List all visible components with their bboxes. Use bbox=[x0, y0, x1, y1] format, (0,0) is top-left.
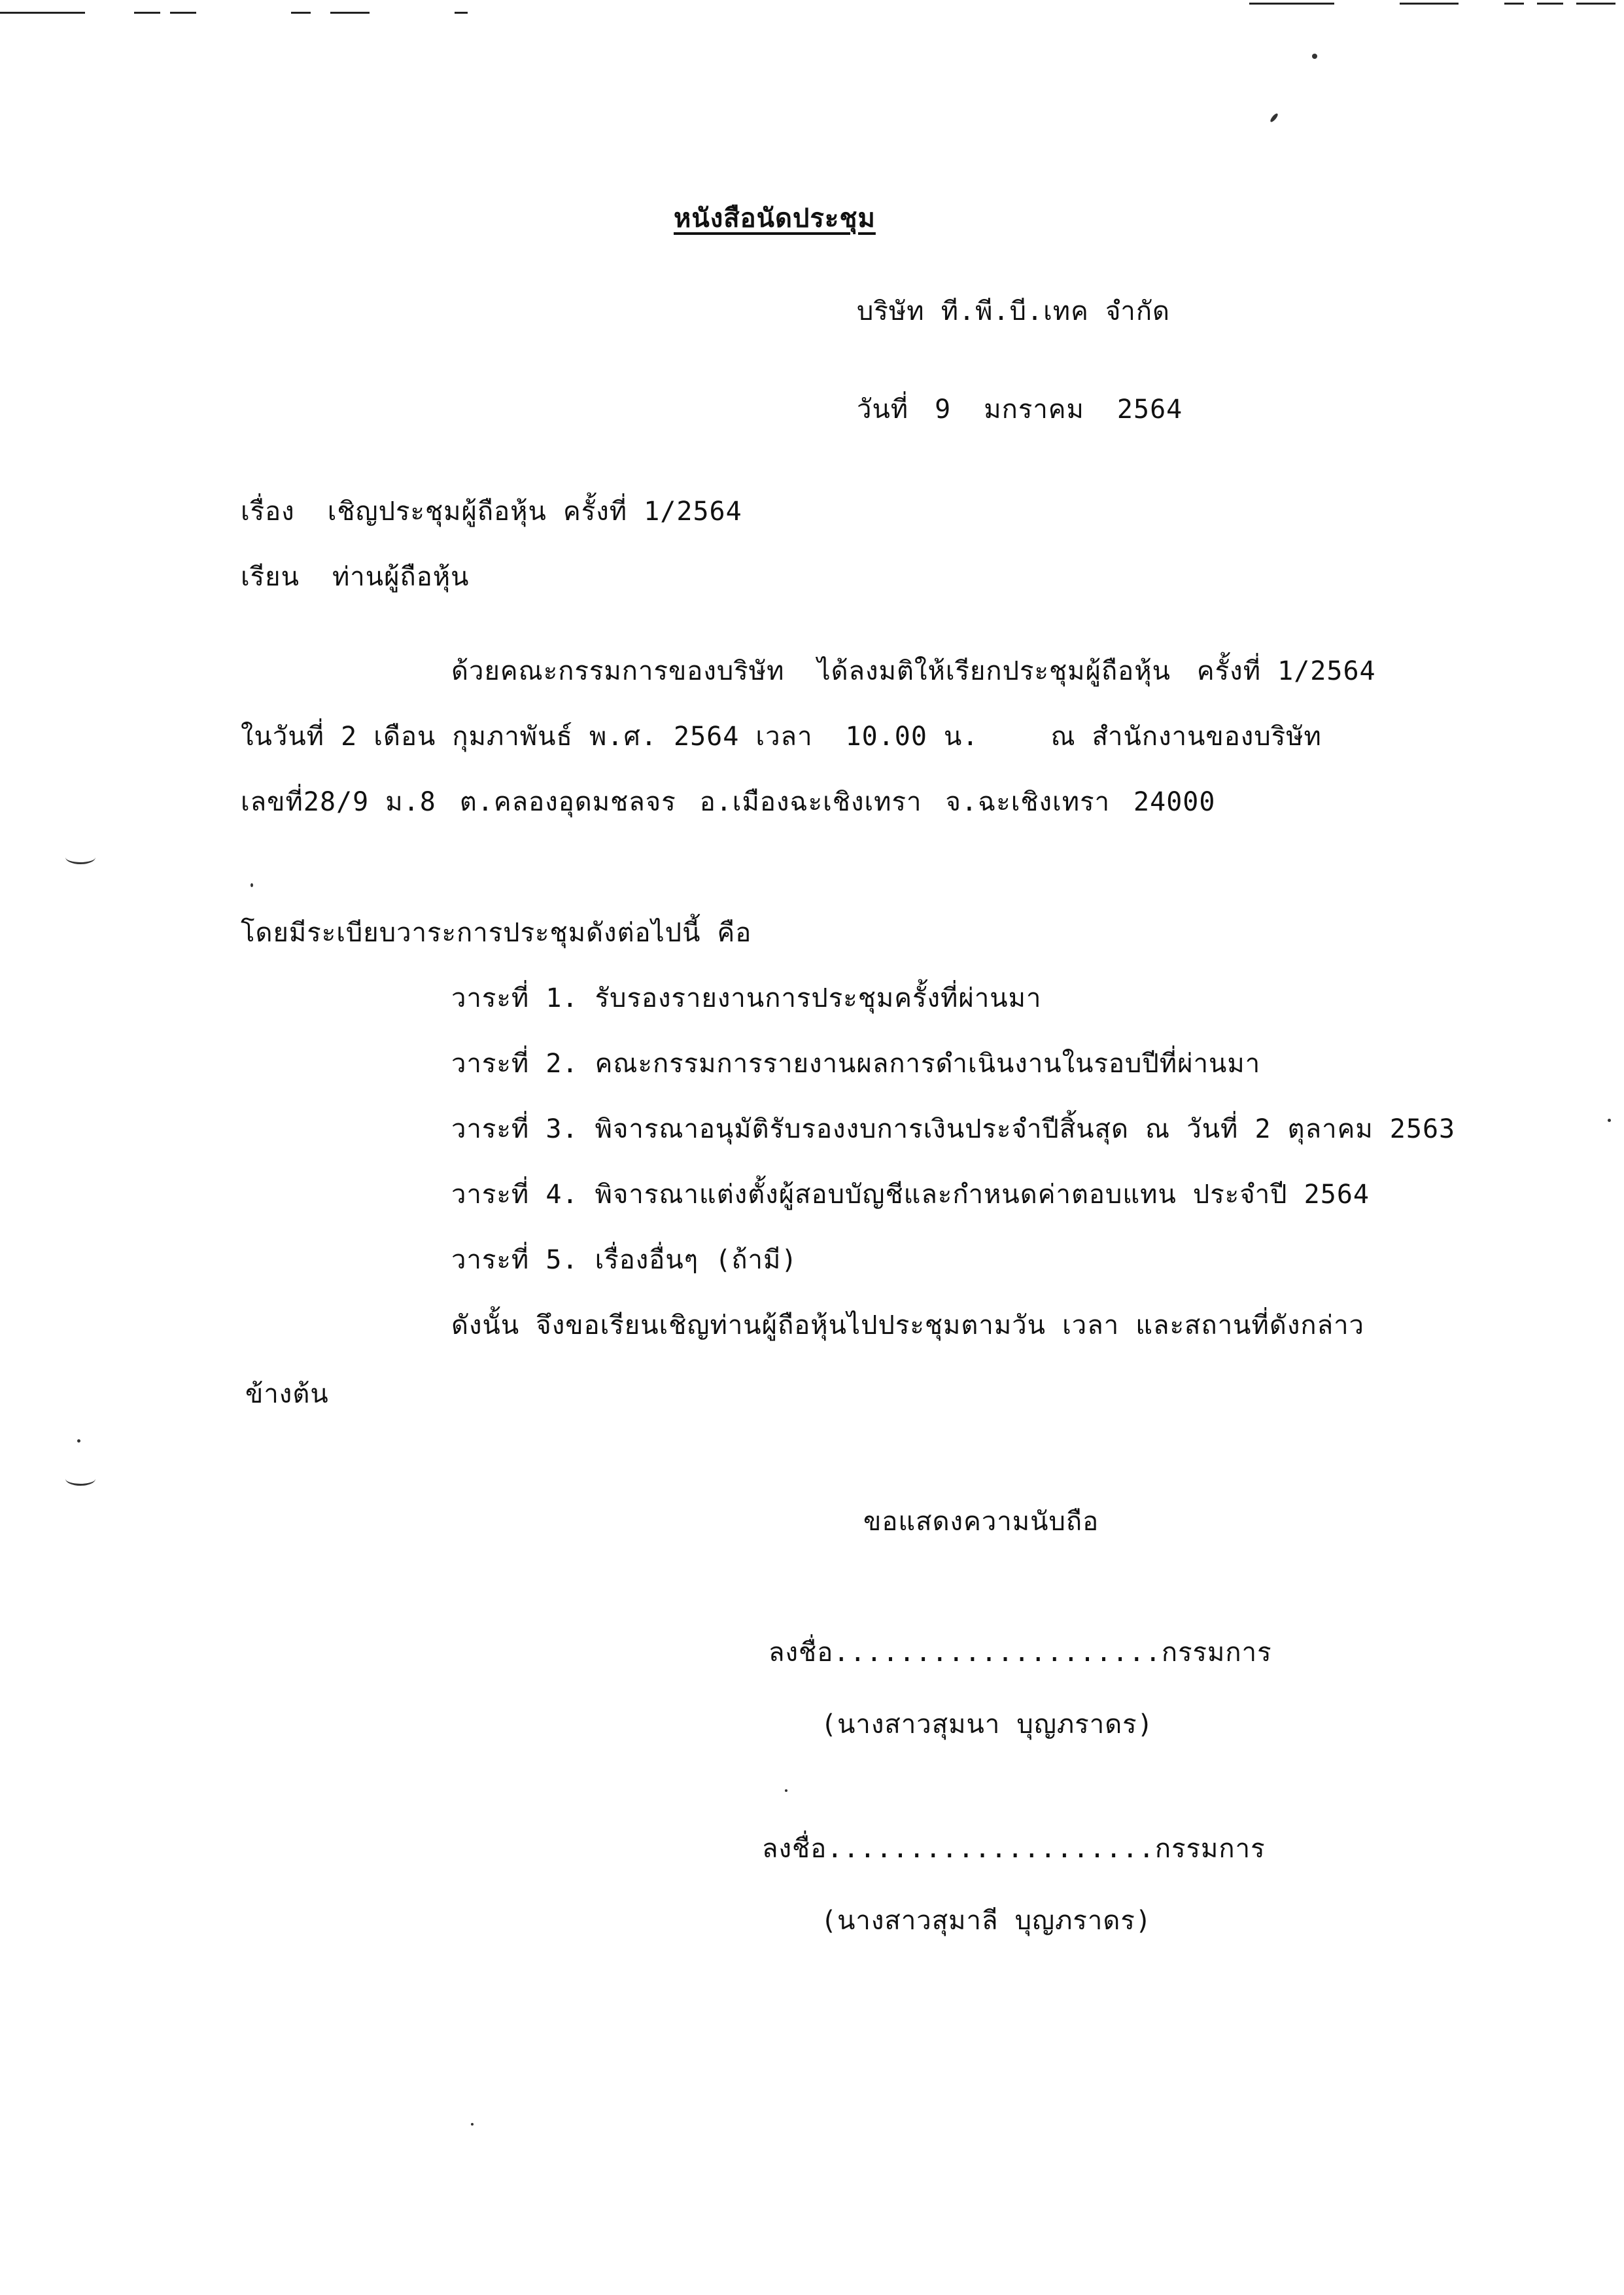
scan-artifact-dash bbox=[0, 12, 85, 14]
body-text: ในวันที่ 2 เดือน กุมภาพันธ์ พ.ศ. 2564 เวลา bbox=[241, 722, 813, 752]
scan-artifact-speck bbox=[1270, 113, 1279, 123]
body-line-1 bbox=[451, 654, 1376, 688]
body-text: เลขที่28/9 ม.8 bbox=[241, 787, 436, 817]
scan-artifact-dash bbox=[170, 12, 196, 14]
scan-artifact-speck bbox=[1608, 1119, 1611, 1122]
agenda-item: วาระที่ 1. รับรองรายงานการประชุมครั้งที่ผ่านมา bbox=[451, 983, 1042, 1013]
company-name: บริษัท ที.พี.บี.เทค จำกัด bbox=[857, 296, 1171, 326]
agenda-item: วาระที่ 4. พิจารณาแต่งตั้งผู้สอบบัญชีและกำหนดค่าตอบแทน ประจำปี 2564 bbox=[451, 1180, 1370, 1210]
agenda-item: วาระที่ 3. พิจารณาอนุมัติรับรองงบการเงินประจำปีสิ้นสุด ณ วันที่ 2 ตุลาคม 2563 bbox=[451, 1114, 1456, 1144]
agenda-item: วาระที่ 2. คณะกรรมการรายงานผลการดำเนินงานในรอบปีที่ผ่านมา bbox=[451, 1049, 1261, 1079]
date-day: 9 bbox=[935, 394, 952, 425]
body-line-2 bbox=[241, 720, 1322, 754]
scan-artifact-speck bbox=[471, 2123, 474, 2126]
body-text: จ.ฉะเชิงเทรา bbox=[945, 787, 1111, 817]
scan-artifact-speck bbox=[1312, 54, 1317, 59]
document-date bbox=[857, 393, 1183, 427]
body-line-3 bbox=[241, 785, 1215, 819]
scan-artifact-dash bbox=[134, 12, 160, 14]
agenda-intro: โดยมีระเบียบวาระการประชุมดังต่อไปนี้ คือ bbox=[241, 918, 752, 948]
scan-artifact-dash bbox=[291, 12, 311, 14]
scan-artifact-dash bbox=[330, 12, 370, 14]
agenda-item: วาระที่ 5. เรื่องอื่นๆ (ถ้ามี) bbox=[451, 1245, 798, 1275]
scan-artifact-mark bbox=[65, 1472, 95, 1486]
signatory-name: (นางสาวสุมนา บุญภราดร) bbox=[821, 1709, 1154, 1740]
scan-artifact-mark bbox=[65, 850, 95, 864]
recipient-text: ท่านผู้ถือหุ้น bbox=[332, 562, 470, 592]
scan-artifact-speck bbox=[77, 1439, 80, 1443]
scan-artifact-dash bbox=[455, 12, 468, 14]
recipient-line bbox=[241, 560, 470, 594]
body-text: 24000 bbox=[1133, 787, 1216, 817]
scan-artifact-dash bbox=[1576, 3, 1615, 5]
subject-line bbox=[241, 495, 742, 529]
scan-artifact-dash bbox=[1400, 3, 1459, 5]
scan-artifact-dash bbox=[1537, 3, 1563, 5]
closing-regards: ขอแสดงความนับถือ bbox=[863, 1507, 1099, 1537]
subject-text: เชิญประชุมผู้ถือหุ้น ครั้งที่ 1/2564 bbox=[327, 497, 742, 527]
date-month: มกราคม bbox=[984, 394, 1084, 425]
scan-artifact-dash bbox=[1504, 3, 1524, 5]
date-label: วันที่ bbox=[857, 394, 909, 425]
signature-line: ลงชื่อ....................กรรมการ bbox=[769, 1638, 1272, 1668]
body-text: ครั้งที่ 1/2564 bbox=[1196, 656, 1376, 686]
body-text: อ.เมืองฉะเชิงเทรา bbox=[699, 787, 922, 817]
date-year: 2564 bbox=[1116, 394, 1183, 425]
document-title: หนังสือนัดประชุม bbox=[674, 203, 876, 234]
closing-line-2: ข้างต้น bbox=[245, 1379, 329, 1409]
signatory-name: (นางสาวสุมาลี บุญภราดร) bbox=[821, 1906, 1152, 1936]
signature-line: ลงชื่อ....................กรรมการ bbox=[762, 1834, 1266, 1864]
scan-artifact-speck bbox=[251, 883, 253, 887]
scan-artifact-dash bbox=[1249, 3, 1334, 5]
body-text: 10.00 น. bbox=[845, 722, 979, 752]
scan-artifact-speck bbox=[785, 1789, 787, 1792]
closing-line-1: ดังนั้น จึงขอเรียนเชิญท่านผู้ถือหุ้นไปประชุมตามวัน เวลา และสถานที่ดังกล่าว bbox=[451, 1310, 1365, 1340]
body-text: ต.คลองอุดมชลจร bbox=[459, 787, 676, 817]
body-text: ณ สำนักงานของบริษัท bbox=[1050, 722, 1322, 752]
body-text: ด้วยคณะกรรมการของบริษัท bbox=[451, 656, 785, 686]
body-text: ได้ลงมติให้เรียกประชุมผู้ถือหุ้น bbox=[817, 656, 1171, 686]
subject-label: เรื่อง bbox=[241, 497, 295, 527]
recipient-label: เรียน bbox=[241, 562, 300, 592]
